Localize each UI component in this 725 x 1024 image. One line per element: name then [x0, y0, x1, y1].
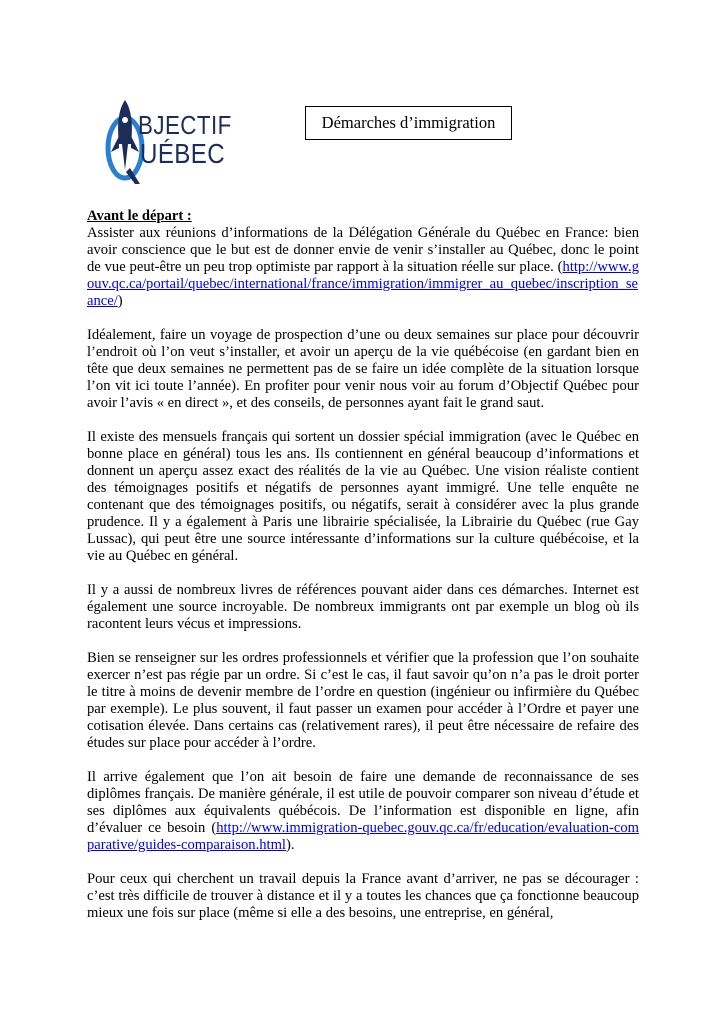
logo-text-line1: BJECTIF: [138, 110, 232, 140]
paragraph-text: Il arrive également que l’on ait besoin de faire une demande de reconnaissance de ses diplômes français. De manière générale, il est utile de pouvoir comparer son niveau d’étude et ses diplômes aux équivalents québécois. De l’information est disponible en ligne, afin d’évaluer ce besoin: [87, 769, 639, 836]
paragraph-diploma-recognition: [87, 769, 639, 854]
paragraph-job-search: Pour ceux qui cherchent un travail depuis la France avant d’arriver, ne pas se décourager : c’est très difficile de trouver à distance et il y a toutes les chances que ça fonctionne beaucoup mieux une fois sur place (même si elle a des besoins, une entreprise, en général,: [87, 871, 639, 921]
objectif-quebec-logo: [104, 96, 254, 188]
section-heading: Avant le départ :: [87, 208, 192, 224]
paragraph-professional-orders: Bien se renseigner sur les ordres professionnels et vérifier que la profession que l’on souhaite exercer n’est pas régie par un ordre. Si c’est le cas, il faut savoir qu’on n’a pas le droit porter le titre à moins de devenir membre de l’ordre en question (ingénieur ou infirmière du Québec par exemple). Le plus souvent, il faut passer un examen pour accéder à l’Ordre et payer une cotisation élevée. Dans certains cas (relativement rares), il peut être nécessaire de refaire des études sur place pour accéder à l’ordre.: [87, 650, 639, 751]
link-open-paren: (: [557, 259, 563, 275]
document-body: [87, 208, 639, 939]
link-open-paren: (: [205, 820, 217, 836]
paragraph-prospection: Idéalement, faire un voyage de prospection d’une ou deux semaines sur place pour découvrir l’endroit où l’on veut s’installer, et avoir un aperçu de la vie québécoise (en gardant bien en tête que deux semaines ne permettent pas de se faire un idée complète de la situation lorsque l’on vit ici toute l’année). En profiter pour venir nous voir au forum d’Objectif Québec pour avoir l’avis « en direct », et des conseils, de personnes ayant fait le grand saut.: [87, 327, 639, 411]
paragraph-before-departure: [87, 208, 639, 310]
paragraph-magazines: Il existe des mensuels français qui sortent un dossier spécial immigration (avec le Québec en bonne place en général) tous les ans. Ils contiennent en général beaucoup d’informations et donnent un aperçu assez exact des réalités de la vie au Québec. Une vision réaliste contient des témoignages positifs et négatifs de personnes ayant immigré. Une telle enquête ne contenant que des témoignages positifs, ou négatifs, serait à considérer avec la plus grande prudence. Il y a également à Paris une librairie spécialisée, la Librairie du Québec (rue Gay Lussac), qui peut être une source intéressante d’informations sur la culture québécoise, et la vie au Québec en général.: [87, 429, 639, 564]
link-close-paren: ).: [285, 837, 295, 853]
page-title: Démarches d’immigration: [305, 106, 512, 140]
info-session-link[interactable]: http://www.gouv.qc.ca/portail/quebec/international/france/immigration/immigrer_au_quebec/inscription_seance/: [87, 259, 639, 309]
diploma-comparison-link[interactable]: http://www.immigration-quebec.gouv.qc.ca/fr/education/evaluation-comparative/guides-comparaison.html: [87, 820, 639, 853]
paragraph-text: Assister aux réunions d’informations de la Délégation Générale du Québec en France: bien avoir conscience que le but est de donner envie de venir s’installer au Québec, donc le point de vue peut-être un peu trop optimiste par rapport à la situation réelle sur place.: [87, 225, 639, 275]
paragraph-books: Il y a aussi de nombreux livres de références pouvant aider dans ces démarches. Internet est également une source incroyable. De nombreux immigrants ont par exemple un blog où ils racontent leurs vécus et impressions.: [87, 582, 639, 632]
logo-text-line2: UÉBEC: [140, 138, 226, 169]
link-close-paren: ): [117, 293, 123, 309]
